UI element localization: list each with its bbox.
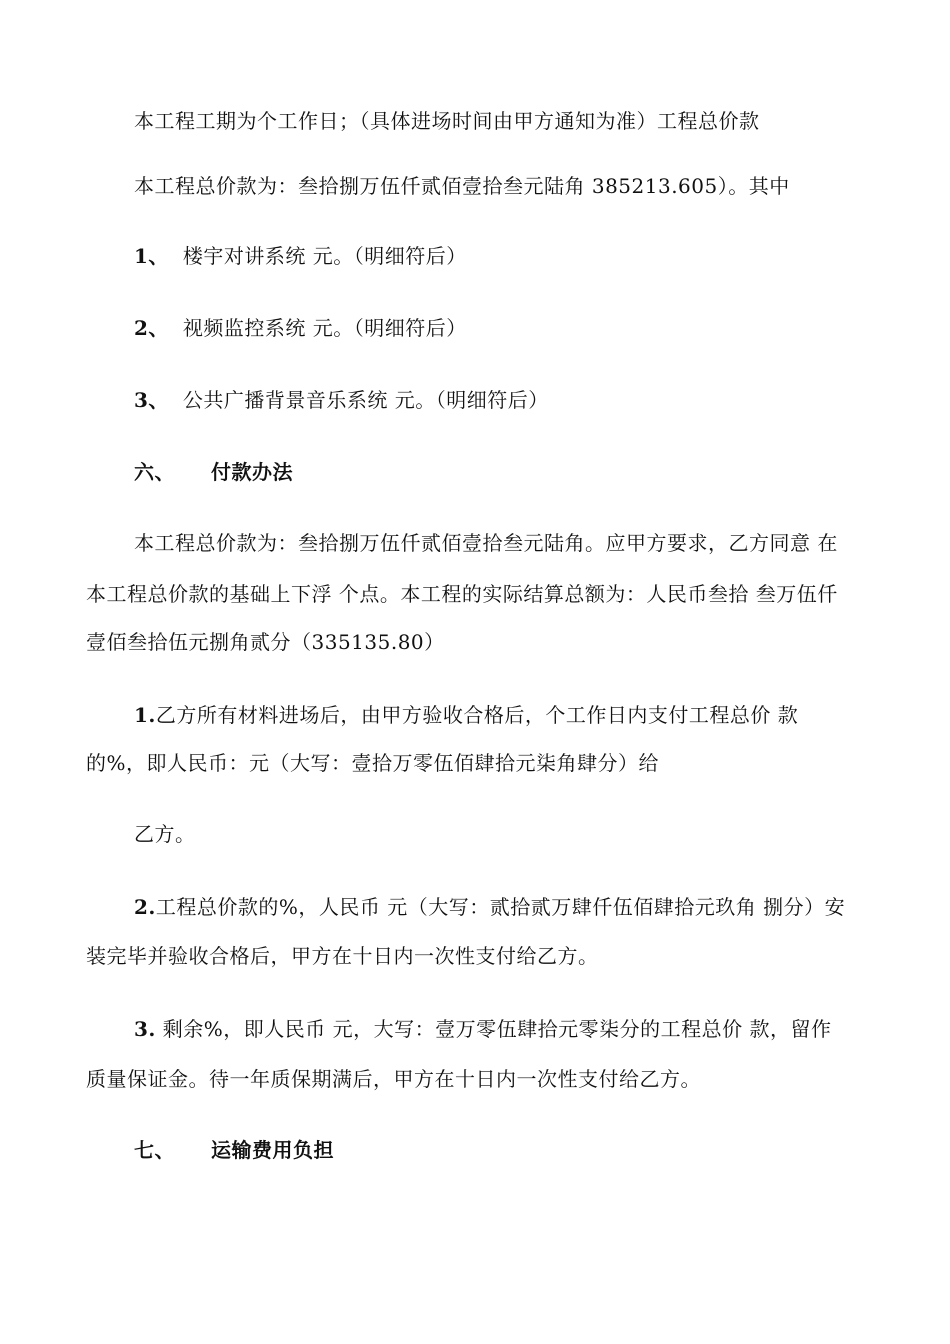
clause-line: 的%，即人民币：元（大写：壹拾万零伍佰肆拾元柒角肆分）给	[86, 751, 660, 775]
clause-text: 剩余%，即人民币 元，大写：壹万零伍肆拾元零柒分的工程总价 款，留作	[155, 1017, 832, 1041]
list-item-text: 视频监控系统 元。（明细符后）	[182, 316, 467, 340]
clause-number: 1.	[134, 703, 156, 727]
clause-text: 乙方所有材料进场后，由甲方验收合格后，个工作日内支付工程总价 款	[155, 703, 799, 727]
list-item	[134, 242, 467, 270]
paragraph-line: 壹佰叁拾伍元捌角贰分（335135.80）	[86, 630, 445, 654]
total-price-line: 本工程总价款为：叁拾捌万伍仟贰佰壹拾叁元陆角 385213.605）。其中	[134, 174, 790, 198]
clause-line: 质量保证金。待一年质保期满后，甲方在十日内一次性支付给乙方。	[86, 1067, 701, 1091]
clause-line: 乙方。	[134, 822, 196, 846]
section-title: 运输费用负担	[211, 1138, 334, 1162]
list-item-text: 楼宇对讲系统 元。（明细符后）	[182, 244, 467, 268]
clause-text: 工程总价款的%，人民币 元（大写：贰拾贰万肆仟伍佰肆拾元玖角 捌分）安	[155, 895, 846, 919]
paragraph-line: 本工程总价款的基础上下浮 个点。本工程的实际结算总额为：人民币叁拾 叁万伍仟	[86, 582, 838, 606]
list-item-number: 1、	[134, 244, 169, 268]
list-item-number: 2、	[134, 316, 169, 340]
section-number: 七、	[134, 1138, 175, 1162]
section-heading	[134, 458, 293, 486]
clause-line	[134, 1015, 831, 1043]
list-item-text: 公共广播背景音乐系统 元。（明细符后）	[182, 388, 549, 412]
list-item	[134, 386, 549, 414]
list-item-number: 3、	[134, 388, 169, 412]
clause-number: 3.	[134, 1017, 156, 1041]
paragraph-line: 本工程总价款为：叁拾捌万伍仟贰佰壹拾叁元陆角。应甲方要求，乙方同意 在	[134, 531, 838, 555]
clause-line: 装完毕并验收合格后，甲方在十日内一次性支付给乙方。	[86, 944, 599, 968]
clause-line	[134, 893, 845, 921]
section-number: 六、	[134, 460, 175, 484]
section-title: 付款办法	[211, 460, 293, 484]
clause-line	[134, 701, 798, 729]
clause-number: 2.	[134, 895, 156, 919]
section-heading	[134, 1136, 334, 1164]
duration-line: 本工程工期为个工作日；（具体进场时间由甲方通知为准）工程总价款	[134, 109, 760, 133]
list-item	[134, 314, 467, 342]
